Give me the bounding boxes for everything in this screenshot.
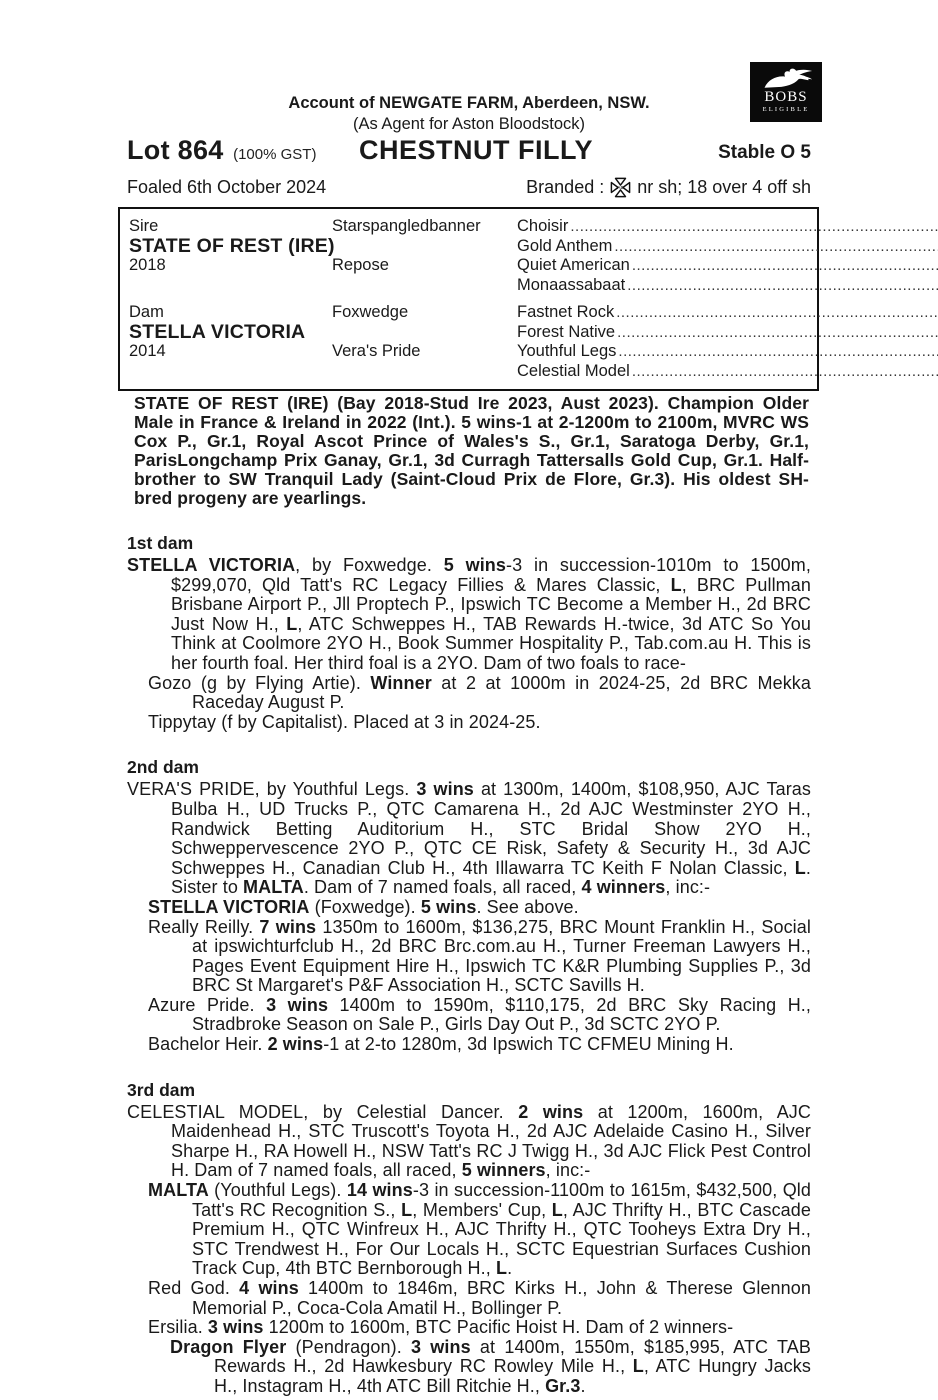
pedigree-entry: CELESTIAL MODEL, by Celestial Dancer. 2 wins at 1200m, 1600m, AJC Maidenhead H., STC Truscott's Toyota H., 2d AJC Adelaide Casino H., Silver Sharpe H., RA Howell H., NSW Tatt's RC J Twigg H., 3d AJC Flick Pest Control H. Dam of 7 named foals, all raced, 5 winners, inc:-	[127, 1101, 811, 1181]
dot-leader	[616, 303, 938, 323]
section-entries	[127, 556, 811, 732]
brand-mark-icon	[609, 176, 632, 199]
dam-grandparents	[517, 303, 938, 381]
bobs-logo-subtext: ELIGIBLE	[762, 106, 810, 113]
dam-name: STELLA VICTORIA	[129, 320, 306, 343]
section-heading: 2nd dam	[127, 757, 199, 778]
sire-parent1: Starspangledbanner	[332, 217, 481, 236]
pedigree-entry: Red God. 4 wins 1400m to 1846m, BRC Kirks H., John & Therese Glennon Memorial P., Coca-Cola Amatil H., Bollinger P.	[148, 1278, 811, 1318]
grandparent-name: Forest Native	[517, 322, 616, 341]
foaled-date: Foaled 6th October 2024	[127, 177, 327, 197]
sire-summary-paragraph: STATE OF REST (IRE) (Bay 2018-Stud Ire 2023, Aust 2023). Champion Older Male in France & Ireland in 2022 (Int.). 5 wins-1 at 2-1200m to 2100m, MVRC WS Cox P., Gr.1, Royal Ascot Prince of Wales's S., Gr.1, Saratoga Derby, Gr.1, ParisLongchamp Prix Ganay, Gr.1, 3d Curragh Tattersalls Gold Cup, Gr.1. Half-brother to SW Tranquil Lady (Saint-Cloud Prix de Flore, Gr.3). His oldest SH-bred progeny are yearlings.	[134, 393, 809, 508]
sire-parent2: Repose	[332, 256, 389, 275]
pedigree-entry: Dragon Flyer (Pendragon). 3 wins at 1400m, 1550m, $185,995, ATC TAB Rewards H., 2d Hawkesbury RC Rowley Mile H., L, ATC Hungry Jacks H., Instagram H., 4th ATC Bill Ritchie H., Gr.3.	[170, 1336, 811, 1396]
pedigree-cross-line	[517, 217, 938, 237]
svg-text:AB: AB	[617, 186, 624, 192]
grandparent-name: Gold Anthem	[517, 236, 613, 255]
grandparent-name: Celestial Model	[517, 361, 630, 380]
sire-year: 2018	[129, 256, 166, 275]
grandparent-name: Choisir	[517, 217, 569, 235]
section-2nd-dam	[127, 757, 811, 1054]
pedigree-entry: MALTA (Youthful Legs). 14 wins-3 in succession-1100m to 1615m, $432,500, Qld Tatt's RC Recognition S., L, Members' Cup, L, AJC Thrifty H., BTC Cascade Premium H., QTC Winfreux H., AJC Thrifty H., QTC Tooheys Extra Dry H., STC Trendwest H., For Our Locals H., SCTC Equestrian Surfaces Cushion Track Cup, 4th BTC Bernborough H., L.	[148, 1180, 812, 1279]
account-line: Account of NEWGATE FARM, Aberdeen, NSW.	[288, 94, 650, 112]
bobs-horse-icon	[758, 65, 814, 90]
pedigree-cross-line	[517, 362, 938, 382]
grandparent-name: Youthful Legs	[517, 342, 617, 360]
grandparent-name: Monaassabaat	[517, 275, 626, 294]
dot-leader	[627, 276, 938, 296]
sire-grandparents	[517, 217, 938, 295]
branded-label: Branded :	[526, 177, 605, 197]
pedigree-dam-block	[129, 303, 807, 381]
dot-leader	[614, 237, 938, 257]
pedigree-entry: Tippytay (f by Capitalist). Placed at 3 in 2024-25.	[148, 711, 541, 732]
pedigree-table	[118, 207, 819, 391]
pedigree-cross-line	[517, 323, 938, 343]
pedigree-cross-line	[517, 303, 938, 323]
pedigree-cross-line	[517, 256, 938, 276]
horse-title: CHESTNUT FILLY	[359, 135, 594, 165]
lot-left-group	[127, 135, 316, 166]
pedigree-cross-line	[517, 237, 938, 257]
agent-line: (As Agent for Aston Bloodstock)	[352, 115, 586, 133]
pedigree-sire-block	[129, 217, 807, 295]
dot-leader	[570, 217, 938, 237]
pedigree-entry: Ersilia. 3 wins 1200m to 1600m, BTC Pacific Hoist H. Dam of 2 winners-	[148, 1317, 734, 1338]
dot-leader	[617, 323, 938, 343]
section-heading: 3rd dam	[127, 1079, 196, 1100]
grandparent-name: Quiet American	[517, 256, 630, 274]
dot-leader	[618, 342, 938, 362]
foaled-row	[127, 176, 811, 199]
pedigree-cross-line	[517, 342, 938, 362]
bobs-eligible-logo	[750, 62, 822, 122]
section-3rd-dam	[127, 1080, 811, 1397]
dam-parent2: Vera's Pride	[332, 342, 421, 361]
section-heading: 1st dam	[127, 533, 194, 553]
dam-year: 2014	[129, 342, 166, 361]
brand-description: nr sh; 18 over 4 off sh	[637, 177, 811, 197]
dam-parent1: Foxwedge	[332, 303, 409, 322]
pedigree-entry: Bachelor Heir. 2 wins-1 at 2-to 1280m, 3d Ipswich TC CFMEU Mining H.	[148, 1034, 734, 1055]
sire-name: STATE OF REST (IRE)	[129, 234, 335, 257]
pedigree-cross-line	[517, 276, 938, 296]
stable-label: Stable O 5	[718, 142, 811, 163]
lot-title-row	[127, 136, 811, 168]
bobs-logo-text: BOBS	[764, 89, 808, 105]
branded-info	[526, 176, 811, 199]
pedigree-entry: STELLA VICTORIA (Foxwedge). 5 wins. See above.	[148, 896, 579, 917]
pedigree-entry: STELLA VICTORIA, by Foxwedge. 5 wins-3 in succession-1010m to 1500m, $299,070, Qld Tatt's RC Legacy Fillies & Mares Classic, L, BRC Pullman Brisbane Airport P., Jll Proptech P., Ipswich TC Become a Member H., 2d BRC Just Now H., L, ATC Schweppes H., TAB Rewards H.-twice, 3d ATC So You Think at Coolmore 2YO H., Book Summer Hospitality P., Tab.com.au H. This is her fourth foal. Her third foal is a 2YO. Dam of two foals to race-	[127, 555, 812, 673]
section-entries	[127, 1103, 811, 1397]
pedigree-entry: Azure Pride. 3 wins 1400m to 1590m, $110,175, 2d BRC Sky Racing H., Stradbroke Season on Sale P., Girls Day Out P., 3d SCTC 2YO P.	[148, 994, 811, 1035]
gst-label: (100% GST)	[233, 146, 317, 163]
catalogue-body	[127, 394, 811, 1397]
grandparent-name: Fastnet Rock	[517, 303, 615, 321]
section-1st-dam	[127, 533, 811, 732]
pedigree-entry: Gozo (g by Flying Artie). Winner at 2 at 1000m in 2024-25, 2d BRC Mekka Raceday August P.	[148, 672, 812, 713]
dot-leader	[632, 362, 938, 382]
sire-role-label: Sire	[129, 217, 159, 236]
dam-role-label: Dam	[129, 303, 164, 322]
pedigree-entry: VERA'S PRIDE, by Youthful Legs. 3 wins at 1300m, 1400m, $108,950, AJC Taras Bulba H., UD Trucks P., QTC Camarena H., 2d AJC Westminster 2YO H., Randwick Betting Auditorium H., STC Bridal Show 2YO H., Schweppervescence 2YO P., QTC CE Risk, Safety & Security H., 3d AJC Schweppes H., Canadian Club H., 4th Illawarra TC Keith F Nolan Classic, L. Sister to MALTA. Dam of 7 named foals, all raced, 4 winners, inc:-	[127, 779, 811, 898]
lot-number: Lot 864	[127, 135, 224, 165]
section-entries	[127, 780, 811, 1054]
dot-leader	[632, 256, 938, 276]
pedigree-entry: Really Reilly. 7 wins 1350m to 1600m, $136,275, BRC Mount Franklin H., Social at ipswichturfclub H., 2d BRC Brc.com.au H., Turner Freeman Lawyers H., Pages Event Equipment Hire H., Ipswich TC K&R Plumbing Supplies P., 3d BRC St Margaret's P&F Association H., SCTC Savills H.	[148, 916, 811, 996]
